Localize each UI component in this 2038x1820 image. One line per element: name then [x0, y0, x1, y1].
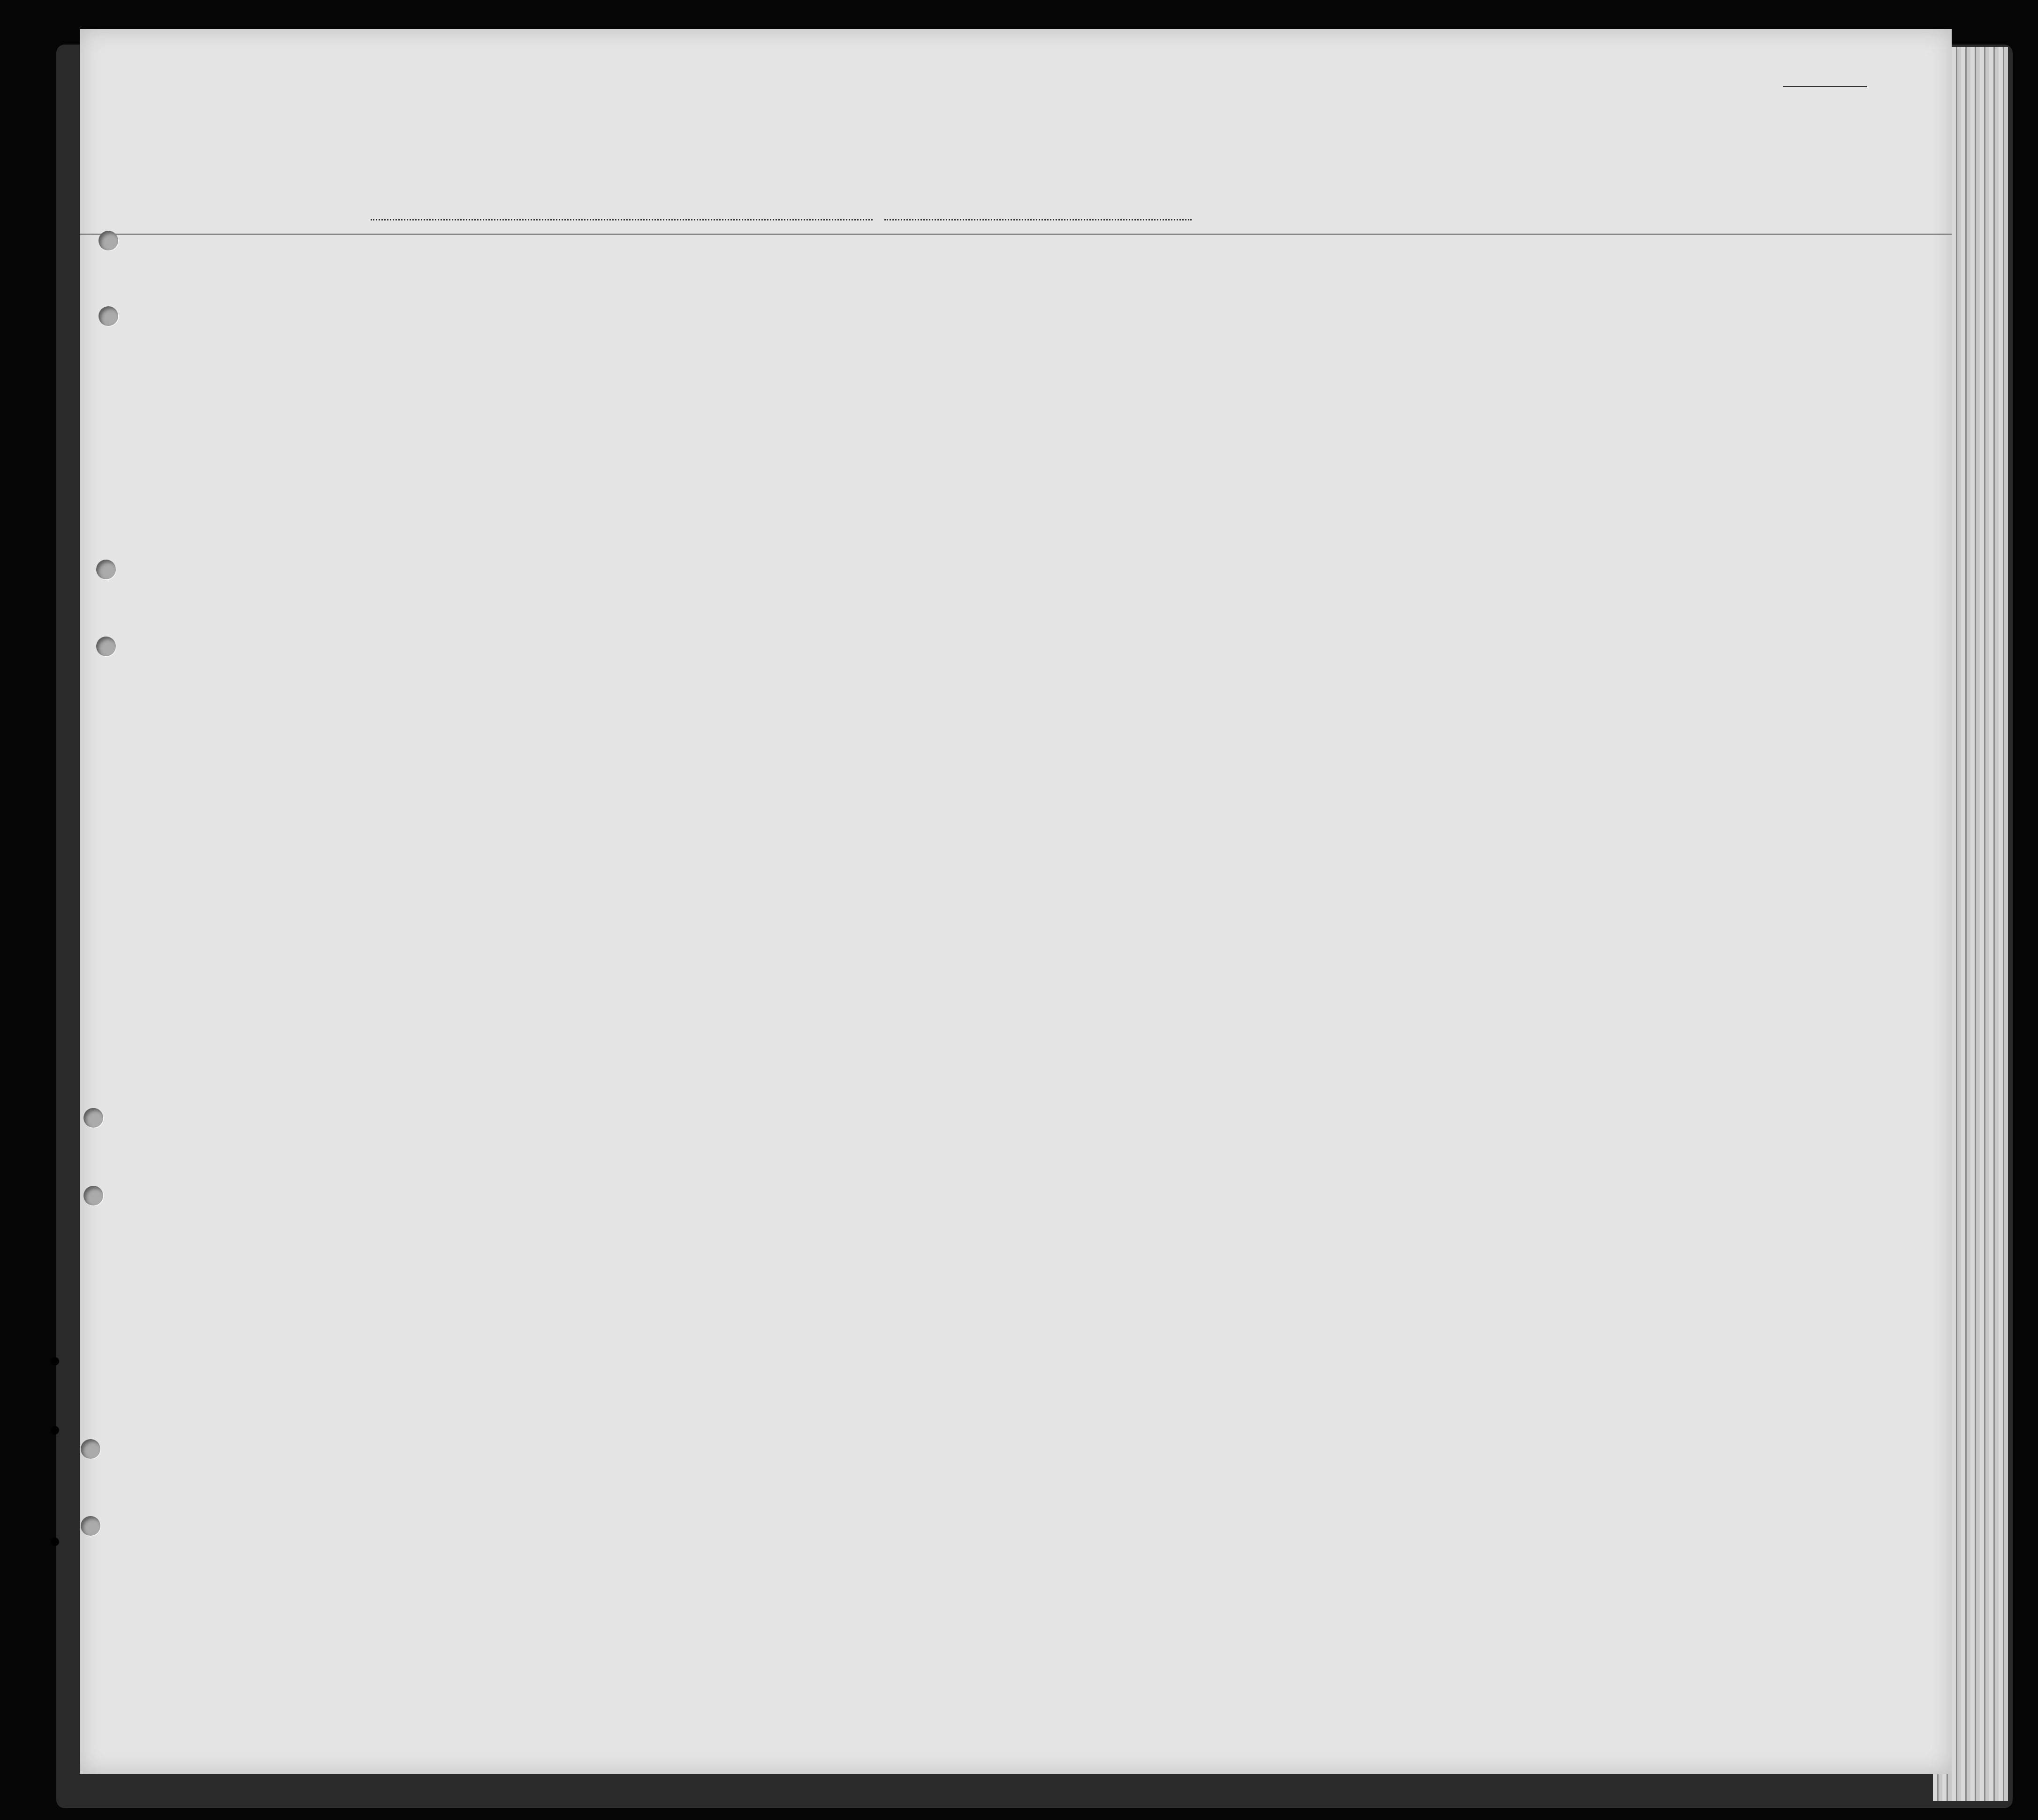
header-rule: [80, 234, 1952, 235]
list-blank-line: [1783, 86, 1867, 87]
binder-hole: [81, 1439, 100, 1459]
binder-hole: [99, 306, 118, 326]
binder-hole: [96, 637, 116, 656]
binder-hole: [84, 1186, 103, 1206]
binder-tick: [51, 1426, 59, 1434]
binder-tick: [51, 1357, 59, 1365]
binder-hole: [99, 231, 118, 250]
port-dotted-line: [371, 219, 873, 220]
binder-tick: [51, 1538, 59, 1546]
binder-hole: [81, 1516, 100, 1536]
date-dotted-line: [884, 219, 1192, 220]
binder-hole: [96, 560, 116, 579]
binder-hole: [84, 1108, 103, 1128]
